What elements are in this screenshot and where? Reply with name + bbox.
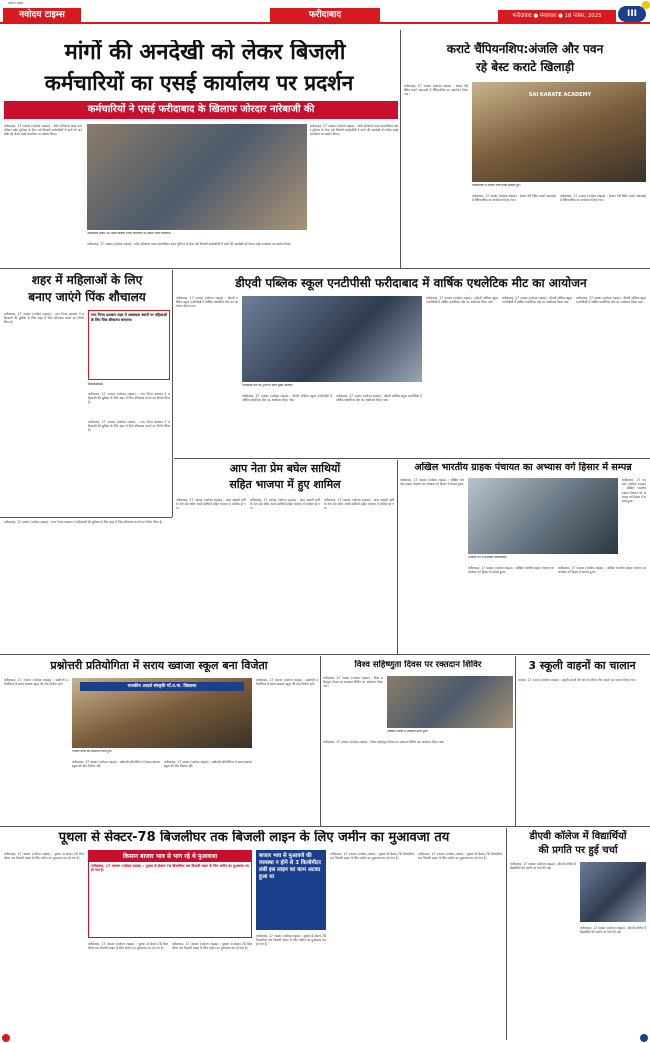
sector78-side-headline: बाजार भाव से मुआवजे की व्यवस्था न होने से 3 किलोमीटर लंबी इस लाइन का काम अटका हुआ था	[259, 853, 321, 880]
quiz-body-col2: फरीदाबाद, 17 नवम्बर (नवोदय टाइम्स) : प्रश्नोत्तरी प्रतियोगिता में सराय ख्वाजा स्कूल की टीम विजेता रही।	[72, 760, 160, 769]
karate-body-col2: फरीदाबाद, 17 नवम्बर (नवोदय टाइम्स) : सेक्टर 56 स्थित कराटे अकादमी में चैंपियनशिप का आयोजन किया गया।	[472, 194, 556, 203]
consumer-body-col2: फरीदाबाद, 17 नवम्बर (नवोदय टाइम्स) : अखिल भारतीय ग्राहक पंचायत का अभ्यास वर्ग हिसार में सम्पन्न हुआ।	[622, 478, 646, 504]
lead-body-col4: फरीदाबाद, 17 नवम्बर (नवोदय टाइम्स) : ऑल हरियाणा पावर कारपोरेशन वर्कर यूनियन के बैनर तले बिजली कर्मचारियों ने मांगों की अनदेखी को लेकर एसई कार्यालय पर प्रदर्शन किया।	[310, 124, 398, 137]
pink-toilet-headline-2: बनाए जाएंगे पिंक शौचालय	[28, 290, 146, 304]
dav-athletic-body-col4: फरीदाबाद, 17 नवम्बर (नवोदय टाइम्स) : डीएवी पब्लिक स्कूल एनटीपीसी में वार्षिक एथलेटिक मीट का आयोजन किया गया।	[426, 296, 498, 305]
quiz-headline: प्रश्नोत्तरी प्रतियोगिता में सराय ख्वाजा स्कूल बना विजेता	[50, 659, 268, 672]
quiz-school-banner: राजकीय आदर्श संस्कृति मॉ.व.मा. विद्यालय	[80, 682, 244, 691]
dav-athletic-photo	[242, 296, 422, 382]
quiz-body-col4: फरीदाबाद, 17 नवम्बर (नवोदय टाइम्स) : प्रश्नोत्तरी प्रतियोगिता में सराय ख्वाजा स्कूल की टीम विजेता रही।	[256, 678, 318, 687]
lead-photo-caption: फरीदाबाद सेक्टर 16 स्थित बिजली निगम कार्यालय पर प्रदर्शन करते कर्मचारी।	[87, 232, 171, 235]
consumer-photo	[468, 478, 618, 554]
lead-subhead: कर्मचारियों ने एसई फरीदाबाद के खिलाफ जोरदार नारेबाजी की	[4, 101, 398, 119]
sector78-body-col4: फरीदाबाद, 17 नवम्बर (नवोदय टाइम्स) : पूथला से सेक्टर-78 बिजलीघर तक बिजली लाइन के लिए जमीन का मुआवजा तय हो गया है।	[256, 934, 326, 947]
karate-body-col1: फरीदाबाद, 17 नवम्बर (नवोदय टाइम्स) : सेक्टर 56 स्थित कराटे अकादमी में चैंपियनशिप का आयोजन किया गया।	[404, 84, 468, 97]
edition-date: फरीदाबाद ● मंगलवार ● 18 नवंबर, 2025	[498, 10, 616, 22]
consumer-body-col4: फरीदाबाद, 17 नवम्बर (नवोदय टाइम्स) : अखिल भारतीय ग्राहक पंचायत का अभ्यास वर्ग हिसार में सम्पन्न हुआ।	[558, 566, 646, 575]
pink-toilet-quote: नगर निगम प्रशासन शहर में आवश्यक स्थानों पर महिलाओं के लिए पिंक शौचालय बनाएगा।	[91, 313, 167, 322]
sector78-redbox-title: किसान बाजार भाव से भाग रहे थे मुआवजा	[89, 851, 251, 862]
aap-body-col1: फरीदाबाद, 17 नवम्बर (नवोदय टाइम्स) : आम आदमी पार्टी के नेता प्रेम बघेल अपने साथियों सहित भाजपा में शामिल हो गए।	[176, 498, 246, 511]
blood-body-lower: फरीदाबाद, 17 नवम्बर (नवोदय टाइम्स) : विश्व सहिष्णुता दिवस पर रक्तदान शिविर का आयोजन किया गया।	[323, 740, 445, 744]
quiz-body-col3: फरीदाबाद, 17 नवम्बर (नवोदय टाइम्स) : प्रश्नोत्तरी प्रतियोगिता में सराय ख्वाजा स्कूल की टीम विजेता रही।	[164, 760, 252, 769]
lead-body-col1: फरीदाबाद, 17 नवम्बर (नवोदय टाइम्स) : ऑल हरियाणा पावर कारपोरेशन वर्कर यूनियन के बैनर तले बिजली कर्मचारियों ने मांगों की अनदेखी को लेकर एसई कार्यालय पर प्रदर्शन किया।	[4, 124, 82, 137]
pink-toilet-contact: faridabad	[88, 382, 103, 386]
karate-banner: SAI KARATE ACADEMY	[528, 92, 592, 98]
sector78-redbox-text: फरीदाबाद, 17 नवम्बर (नवोदय टाइम्स) : पूथला से सेक्टर-78 बिजलीघर तक बिजली लाइन के लिए जमीन का मुआवजा तय हो गया है।	[91, 864, 249, 873]
dav-college-headline-2: की प्रगति पर हुई चर्चा	[538, 845, 618, 856]
pink-toilet-body-col1: फरीदाबाद, 17 नवम्बर (नवोदय टाइम्स) : नगर निगम प्रशासन ने महिलाओं की सुविधा के लिए शहर में पिंक शौचालय बनाने का निर्णय लिया है।	[4, 312, 84, 325]
blood-photo	[387, 676, 513, 728]
aap-body-col2: फरीदाबाद, 17 नवम्बर (नवोदय टाइम्स) : आम आदमी पार्टी के नेता प्रेम बघेल अपने साथियों सहित भाजपा में शामिल हो गए।	[250, 498, 320, 511]
karate-body-col3: फरीदाबाद, 17 नवम्बर (नवोदय टाइम्स) : सेक्टर 56 स्थित कराटे अकादमी में चैंपियनशिप का आयोजन किया गया।	[560, 194, 646, 203]
sector78-body-col5: फरीदाबाद, 17 नवम्बर (नवोदय टाइम्स) : पूथला से सेक्टर-78 बिजलीघर तक बिजली लाइन के लिए जमीन का मुआवजा तय हो गया है।	[330, 852, 414, 861]
aap-body-col3: फरीदाबाद, 17 नवम्बर (नवोदय टाइम्स) : आम आदमी पार्टी के नेता प्रेम बघेल अपने साथियों सहित भाजपा में शामिल हो गए।	[324, 498, 394, 511]
pink-toilet-body-col3: फरीदाबाद, 17 नवम्बर (नवोदय टाइम्स) : नगर निगम प्रशासन ने महिलाओं की सुविधा के लिए शहर में पिंक शौचालय बनाने का निर्णय लिया है।	[88, 420, 170, 433]
school-vehicle-headline: 3 स्कूली वाहनों का चालान	[528, 659, 636, 672]
blood-headline: विश्व सहिष्णुता दिवस पर रक्तदान शिविर	[354, 660, 482, 670]
masthead-small-brand: नवोदय टाइम्स	[8, 1, 24, 5]
blood-caption: रक्तदान शिविर में रक्तदान करते युवा।	[387, 730, 428, 733]
dav-athletic-headline: डीएवी पब्लिक स्कूल एनटीपीसी फरीदाबाद में वार्षिक एथलेटिक मीट का आयोजन	[235, 276, 587, 290]
pink-toilet-body-col2: फरीदाबाद, 17 नवम्बर (नवोदय टाइम्स) : नगर निगम प्रशासन ने महिलाओं की सुविधा के लिए शहर में पिंक शौचालय बनाने का निर्णय लिया है।	[88, 392, 170, 405]
sector78-body-col3: फरीदाबाद, 17 नवम्बर (नवोदय टाइम्स) : पूथला से सेक्टर-78 बिजलीघर तक बिजली लाइन के लिए जमीन का मुआवजा तय हो गया है।	[172, 942, 252, 951]
consumer-body-col1: फरीदाबाद, 17 नवम्बर (नवोदय टाइम्स) : अखिल भारतीय ग्राहक पंचायत का अभ्यास वर्ग हिसार में सम्पन्न हुआ।	[400, 478, 464, 487]
aap-headline-1: आप नेता प्रेम बघेल साथियों	[229, 462, 341, 475]
sector78-headline: पूथला से सेक्टर-78 बिजलीघर तक बिजली लाइन के लिए जमीन का मुआवजा तय	[58, 830, 450, 845]
sector78-side-box	[256, 850, 326, 930]
karate-headline-1: कराटे चैंपियनशिप:अंजलि और पवन	[446, 42, 604, 56]
dav-athletic-body-col3: फरीदाबाद, 17 नवम्बर (नवोदय टाइम्स) : डीएवी पब्लिक स्कूल एनटीपीसी में वार्षिक एथलेटिक मीट का आयोजन किया गया।	[336, 394, 422, 403]
sector78-body-col1: फरीदाबाद, 17 नवम्बर (नवोदय टाइम्स) : पूथला से सेक्टर-78 बिजलीघर तक बिजली लाइन के लिए जमीन का मुआवजा तय हो गया है।	[4, 852, 84, 861]
dav-athletic-body-col1: फरीदाबाद, 17 नवम्बर (नवोदय टाइम्स) : डीएवी पब्लिक स्कूल एनटीपीसी में वार्षिक एथलेटिक मीट का आयोजन किया गया।	[176, 296, 238, 309]
dav-athletic-body-col6: फरीदाबाद, 17 नवम्बर (नवोदय टाइम्स) : डीएवी पब्लिक स्कूल एनटीपीसी में वार्षिक एथलेटिक मीट का आयोजन किया गया।	[576, 296, 646, 305]
dav-college-headline-1: डीएवी कॉलेज में विद्यार्थियों	[529, 831, 627, 842]
sector78-body-col2: फरीदाबाद, 17 नवम्बर (नवोदय टाइम्स) : पूथला से सेक्टर-78 बिजलीघर तक बिजली लाइन के लिए जमीन का मुआवजा तय हो गया है।	[88, 942, 168, 951]
consumer-caption: अभ्यास वर्ग में उपस्थित पदाधिकारी।	[468, 556, 507, 559]
karate-photo-caption: प्रतियोगिता में विजेता बच्चे पदक दिखाते हुए।	[472, 184, 521, 187]
lead-headline-1: मांगों की अनदेखी को लेकर बिजली	[64, 40, 346, 65]
dav-athletic-caption: एथलेटिक मीट का शुभारंभ करते मुख्य अतिथि।	[242, 384, 293, 387]
masthead	[0, 0, 650, 24]
pink-toilet-headline-1: शहर में महिलाओं के लिए	[31, 273, 143, 287]
dav-college-body-col2: फरीदाबाद, 17 नवम्बर (नवोदय टाइम्स) : डीएवी कॉलेज में विद्यार्थियों की प्रगति पर चर्चा की गई।	[580, 926, 646, 935]
blood-body-col1: फरीदाबाद, 17 नवम्बर (नवोदय टाइम्स) : विश्व सहिष्णुता दिवस पर रक्तदान शिविर का आयोजन किया गया।	[323, 676, 383, 689]
edition-city: फरीदाबाद	[270, 8, 380, 22]
pink-toilet-continued: फरीदाबाद, 17 नवम्बर (नवोदय टाइम्स) : नगर निगम प्रशासन ने महिलाओं की सुविधा के लिए शहर में पिंक शौचालय बनाने का निर्णय लिया है।	[4, 520, 163, 524]
quiz-caption: विजेता बच्चों को सम्मानित करते हुए।	[72, 750, 112, 753]
consumer-headline: अखिल भारतीय ग्राहक पंचायत का अभ्यास वर्ग हिसार में सम्पन्न	[414, 462, 632, 473]
sector78-redbox	[88, 850, 252, 938]
lead-photo	[87, 124, 307, 230]
dav-college-body-col1: फरीदाबाद, 17 नवम्बर (नवोदय टाइम्स) : डीएवी कॉलेज में विद्यार्थियों की प्रगति पर चर्चा की गई।	[510, 862, 576, 871]
dav-athletic-body-col2: फरीदाबाद, 17 नवम्बर (नवोदय टाइम्स) : डीएवी पब्लिक स्कूल एनटीपीसी में वार्षिक एथलेटिक मीट का आयोजन किया गया।	[242, 394, 332, 403]
pink-toilet-quote-box	[88, 310, 170, 380]
dav-college-photo	[580, 862, 646, 922]
lead-headline-2: कर्मचारियों का एसई कार्यालय पर प्रदर्शन	[44, 71, 354, 95]
sector78-body-col6: फरीदाबाद, 17 नवम्बर (नवोदय टाइम्स) : पूथला से सेक्टर-78 बिजलीघर तक बिजली लाइन के लिए जमीन का मुआवजा तय हो गया है।	[418, 852, 502, 861]
karate-headline-2: रहे बेस्ट कराटे खिलाड़ी	[475, 60, 575, 74]
dav-athletic-body-col5: फरीदाबाद, 17 नवम्बर (नवोदय टाइम्स) : डीएवी पब्लिक स्कूल एनटीपीसी में वार्षिक एथलेटिक मीट का आयोजन किया गया।	[502, 296, 572, 305]
page-number: III	[618, 6, 646, 22]
aap-headline-2: सहित भाजपा में हुए शामिल	[229, 478, 341, 491]
newspaper-logo: नवोदय टाइम्स	[3, 8, 81, 23]
quiz-body-col1: फरीदाबाद, 17 नवम्बर (नवोदय टाइम्स) : प्रश्नोत्तरी प्रतियोगिता में सराय ख्वाजा स्कूल की टीम विजेता रही।	[4, 678, 68, 687]
school-vehicle-body: पलवल, 17 नवम्बर (नवोदय टाइम्स) : स्कूली वाहनों की जांच के दौरान तीन वाहनों का चालान किया गया।	[518, 678, 636, 682]
lead-body-lower: फरीदाबाद, 17 नवम्बर (नवोदय टाइम्स) : ऑल हरियाणा पावर कारपोरेशन वर्कर यूनियन के बैनर तले बिजली कर्मचारियों ने मांगों की अनदेखी को लेकर एसई कार्यालय पर प्रदर्शन किया।	[87, 242, 292, 246]
consumer-body-col3: फरीदाबाद, 17 नवम्बर (नवोदय टाइम्स) : अखिल भारतीय ग्राहक पंचायत का अभ्यास वर्ग हिसार में सम्पन्न हुआ।	[468, 566, 554, 575]
